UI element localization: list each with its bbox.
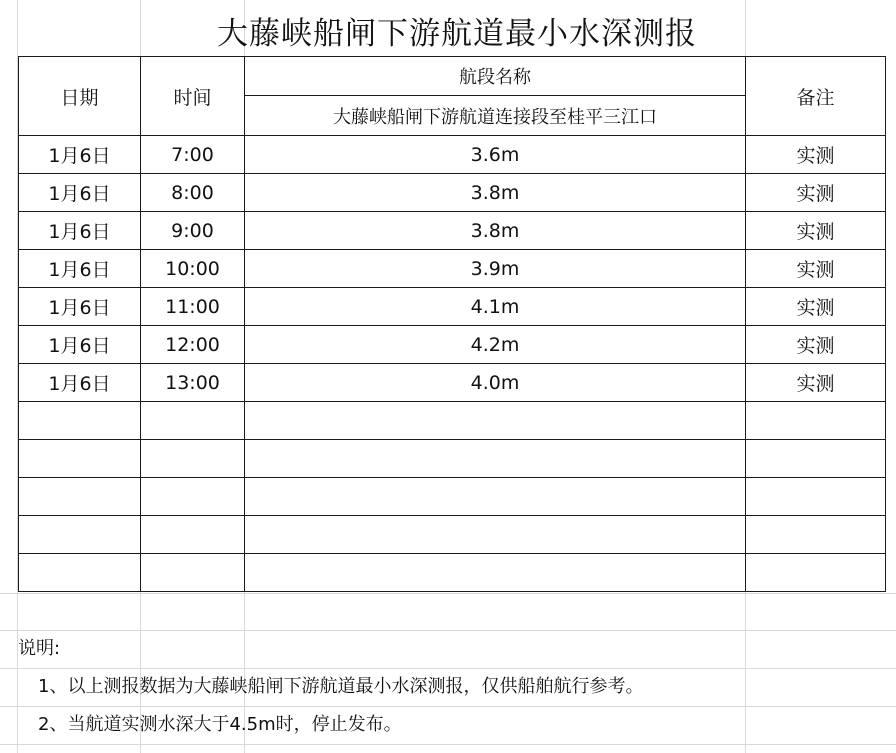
header-time[interactable]: 时间	[141, 57, 245, 136]
table-row	[19, 516, 886, 554]
header-segment[interactable]: 大藤峡船闸下游航道连接段至桂平三江口	[245, 96, 746, 136]
time-cell[interactable]: 10:00	[141, 250, 245, 288]
depth-cell[interactable]: 4.0m	[245, 364, 746, 402]
time-cell[interactable]	[141, 440, 245, 478]
depth-cell[interactable]	[245, 478, 746, 516]
time-cell[interactable]: 12:00	[141, 326, 245, 364]
date-cell[interactable]: 1月6日	[19, 250, 141, 288]
date-cell[interactable]	[19, 478, 141, 516]
grid-hline	[0, 744, 896, 745]
time-cell[interactable]: 7:00	[141, 136, 245, 174]
table-row	[19, 554, 886, 592]
date-cell[interactable]: 1月6日	[19, 212, 141, 250]
table-row	[19, 326, 886, 364]
time-cell[interactable]	[141, 478, 245, 516]
depth-cell[interactable]: 3.6m	[245, 136, 746, 174]
remark-cell[interactable]	[746, 478, 886, 516]
remark-cell[interactable]	[746, 516, 886, 554]
table-row	[19, 288, 886, 326]
header-remark[interactable]: 备注	[746, 57, 886, 136]
depth-cell[interactable]: 4.1m	[245, 288, 746, 326]
depth-cell[interactable]	[245, 516, 746, 554]
remark-cell[interactable]	[746, 402, 886, 440]
time-cell[interactable]	[141, 402, 245, 440]
table-row	[19, 250, 886, 288]
remark-cell[interactable]: 实测	[746, 212, 886, 250]
table-row	[19, 136, 886, 174]
date-cell[interactable]: 1月6日	[19, 326, 141, 364]
time-cell[interactable]: 8:00	[141, 174, 245, 212]
remark-cell[interactable]	[746, 440, 886, 478]
time-cell[interactable]	[141, 516, 245, 554]
date-cell[interactable]	[19, 516, 141, 554]
date-cell[interactable]	[19, 554, 141, 592]
header-row	[19, 57, 886, 96]
remark-cell[interactable]: 实测	[746, 364, 886, 402]
date-cell[interactable]: 1月6日	[19, 136, 141, 174]
depth-cell[interactable]: 3.8m	[245, 174, 746, 212]
table-row	[19, 440, 886, 478]
page-title: 大藤峡船闸下游航道最小水深测报	[217, 15, 697, 52]
date-cell[interactable]: 1月6日	[19, 364, 141, 402]
depth-cell[interactable]: 4.2m	[245, 326, 746, 364]
remark-cell[interactable]	[746, 554, 886, 592]
depth-cell[interactable]	[245, 554, 746, 592]
date-cell[interactable]: 1月6日	[19, 288, 141, 326]
grid-hline	[0, 593, 896, 594]
time-cell[interactable]: 9:00	[141, 212, 245, 250]
notes-heading: 说明:	[18, 638, 61, 659]
table-row	[19, 174, 886, 212]
note-item: 1、以上测报数据为大藤峡船闸下游航道最小水深测报，仅供船舶航行参考。	[38, 676, 644, 697]
remark-cell[interactable]: 实测	[746, 174, 886, 212]
date-cell[interactable]: 1月6日	[19, 174, 141, 212]
remark-cell[interactable]: 实测	[746, 288, 886, 326]
depth-cell[interactable]: 3.9m	[245, 250, 746, 288]
table-row	[19, 212, 886, 250]
date-cell[interactable]	[19, 402, 141, 440]
time-cell[interactable]: 13:00	[141, 364, 245, 402]
remark-cell[interactable]: 实测	[746, 250, 886, 288]
depth-report-table	[18, 56, 886, 592]
table-row	[19, 364, 886, 402]
table-body	[19, 136, 886, 592]
time-cell[interactable]	[141, 554, 245, 592]
date-cell[interactable]	[19, 440, 141, 478]
time-cell[interactable]: 11:00	[141, 288, 245, 326]
header-segment-group[interactable]: 航段名称	[245, 57, 746, 96]
depth-cell[interactable]	[245, 402, 746, 440]
grid-hline	[0, 630, 896, 631]
table-row	[19, 402, 886, 440]
remark-cell[interactable]: 实测	[746, 326, 886, 364]
depth-cell[interactable]: 3.8m	[245, 212, 746, 250]
remark-cell[interactable]: 实测	[746, 136, 886, 174]
note-item: 2、当航道实测水深大于4.5m时，停止发布。	[38, 714, 402, 735]
depth-cell[interactable]	[245, 440, 746, 478]
table-row	[19, 478, 886, 516]
header-date[interactable]: 日期	[19, 57, 141, 136]
